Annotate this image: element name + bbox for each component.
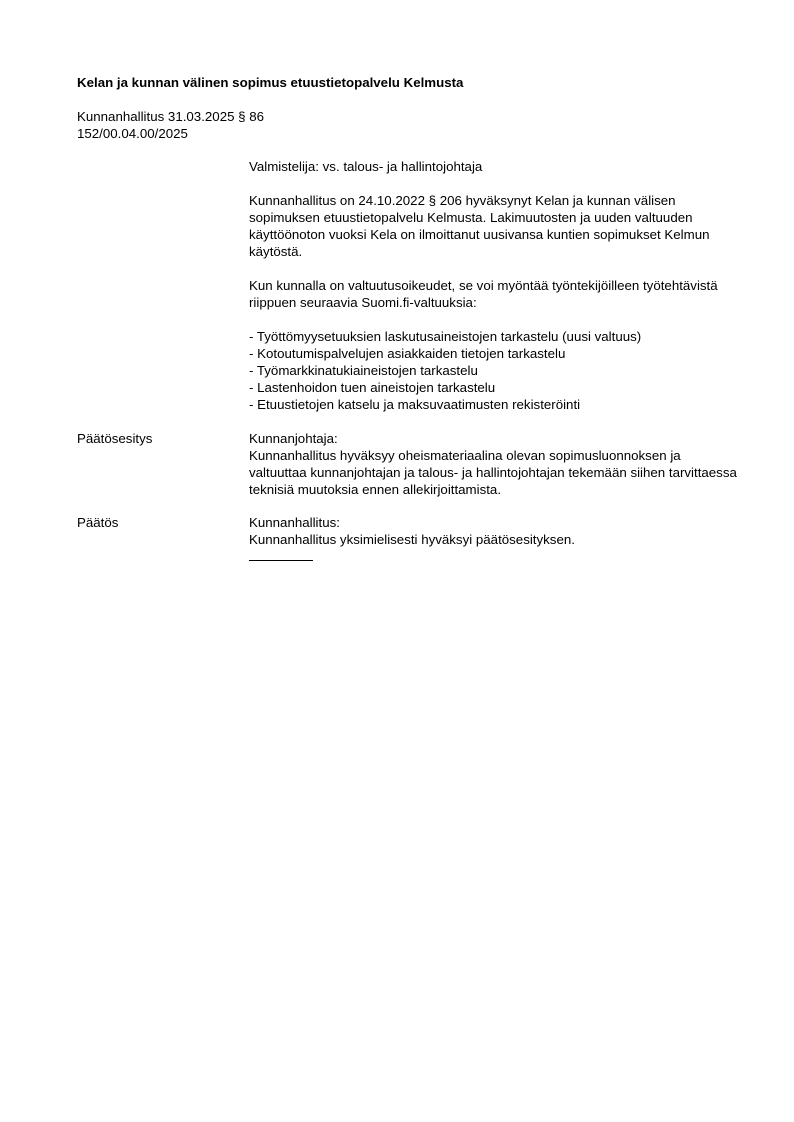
preparer-line: Valmistelija: vs. talous- ja hallintojohtaja: [249, 159, 483, 174]
list-item: - Työttömyysetuuksien laskutusaineistojen tarkastelu (uusi valtuus): [249, 329, 642, 344]
proposal-label: Päätösesitys: [77, 431, 153, 446]
proposal-text: Kunnanhallitus hyväksyy oheismateriaalina olevan sopimusluonnoksen ja valtuuttaa kunnanjohtajan ja talous- ja hallintojohtajan tekemään siihen tarvittaessa teknisiä muutoksia ennen allekirjoittamista.: [249, 448, 737, 497]
meeting-info: [77, 108, 264, 142]
background-paragraph: Kunnanhallitus on 24.10.2022 § 206 hyväksynyt Kelan ja kunnan välisen sopimuksen etuustietopalvelu Kelmusta. Lakimuutosten ja uuden valtuuden käyttöönoton vuoksi Kela on ilmoittanut uusivansa kuntien sopimukset Kelmun käytöstä.: [249, 193, 710, 259]
preparation-section: [249, 158, 739, 413]
decision-section: [249, 514, 739, 548]
decision-speaker: Kunnanhallitus:: [249, 515, 340, 530]
list-item: - Lastenhoidon tuen aineistojen tarkastelu: [249, 380, 496, 395]
closing-rule: [249, 560, 313, 561]
decision-label: Päätös: [77, 515, 119, 530]
document-title: Kelan ja kunnan välinen sopimus etuustietopalvelu Kelmusta: [77, 75, 464, 90]
list-item: - Etuustietojen katselu ja maksuvaatimusten rekisteröinti: [249, 397, 581, 412]
authorization-intro: Kun kunnalla on valtuutusoikeudet, se voi myöntää työntekijöilleen työtehtävistä riippuen seuraavia Suomi.fi-valtuuksia:: [249, 278, 718, 310]
list-item: - Työmarkkinatukiaineistojen tarkastelu: [249, 363, 478, 378]
proposal-section: [249, 430, 739, 498]
list-item: - Kotoutumispalvelujen asiakkaiden tietojen tarkastelu: [249, 346, 566, 361]
decision-text: Kunnanhallitus yksimielisesti hyväksyi päätösesityksen.: [249, 532, 575, 547]
proposal-speaker: Kunnanjohtaja:: [249, 431, 338, 446]
authorization-list: [249, 328, 739, 413]
record-number: 152/00.04.00/2025: [77, 126, 188, 141]
meeting-reference: Kunnanhallitus 31.03.2025 § 86: [77, 109, 265, 124]
